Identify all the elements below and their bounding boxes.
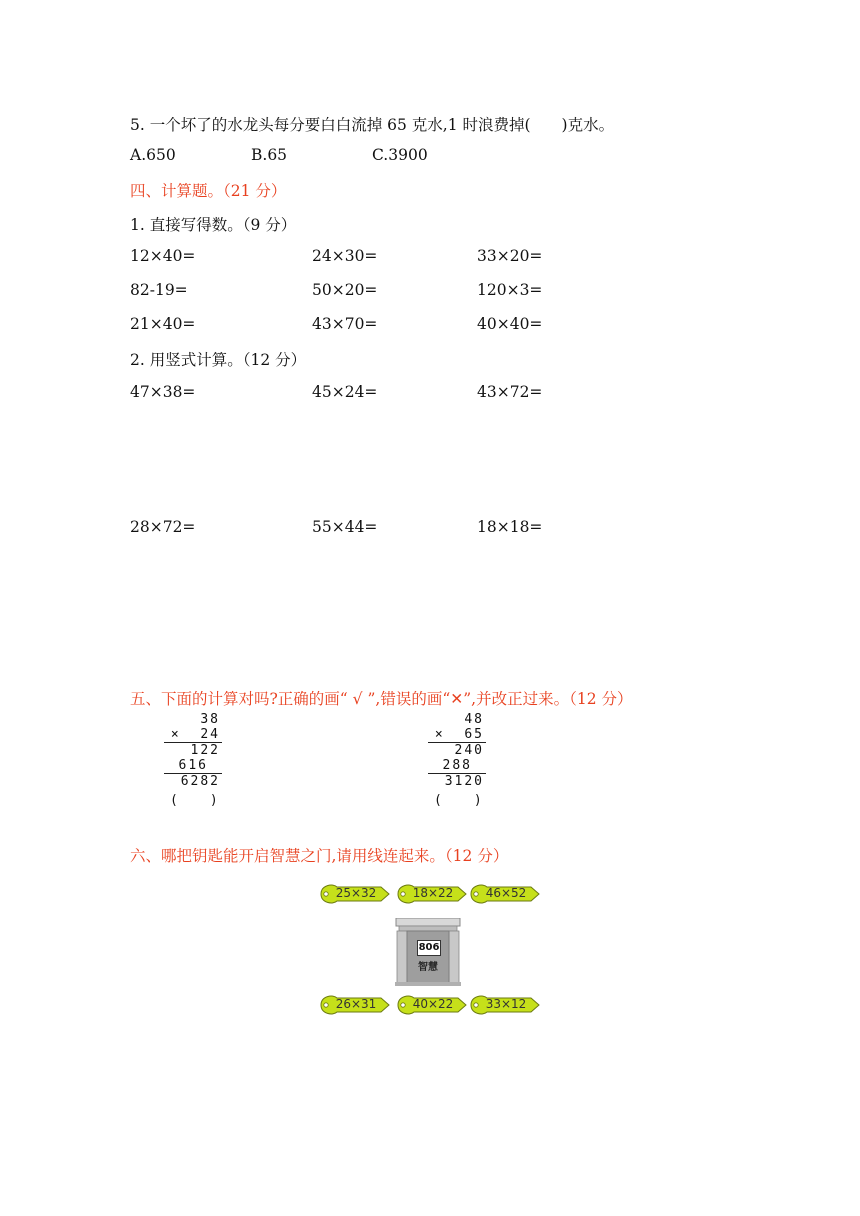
key-label: 40×22 <box>412 997 454 1011</box>
section4-part1-title: 1. 直接写得数。（9 分） <box>130 216 297 234</box>
q5-stem: 5. 一个坏了的水龙头每分要白白流掉 65 克水,1 时浪费掉( )克水。 <box>130 116 615 134</box>
vertical-calc-1 <box>160 712 224 808</box>
section6-title: 六、哪把钥匙能开启智慧之门,请用线连起来。（12 分） <box>130 847 509 865</box>
key-top-3[interactable] <box>469 881 541 907</box>
oral-calc-item: 12×40= <box>130 247 196 265</box>
calc2-answer-mark[interactable]: ( ) <box>434 793 484 808</box>
vertical-calc-item: 18×18= <box>477 518 543 536</box>
oral-calc-item: 40×40= <box>477 315 543 333</box>
calc2-result: 3120 <box>444 774 484 789</box>
calc1-partial-1: 122 <box>190 743 220 758</box>
oral-calc-item: 43×70= <box>312 315 378 333</box>
calc1-partial-2: 616 <box>178 758 208 773</box>
calc1-answer-mark[interactable]: ( ) <box>170 793 220 808</box>
calc1-result: 6282 <box>180 774 220 789</box>
vertical-calc-item: 28×72= <box>130 518 196 536</box>
q5-option-b: B.65 <box>251 146 288 164</box>
section5-title: 五、下面的计算对吗?正确的画“ √ ”,错误的画“✕”,并改正过来。（12 分） <box>130 690 633 708</box>
oral-calc-item: 120×3= <box>477 281 543 299</box>
oral-calc-item: 82-19= <box>130 281 188 299</box>
key-label: 33×12 <box>485 997 527 1011</box>
vertical-calc-2 <box>424 712 488 808</box>
calc2-multiplier: × 65 <box>434 727 484 742</box>
key-label: 25×32 <box>335 886 377 900</box>
vertical-calc-item: 47×38= <box>130 383 196 401</box>
key-label: 18×22 <box>412 886 454 900</box>
calc1-multiplier: × 24 <box>170 727 220 742</box>
section4-part2-title: 2. 用竖式计算。（12 分） <box>130 351 307 369</box>
key-bottom-2[interactable] <box>396 992 468 1018</box>
oral-calc-item: 24×30= <box>312 247 378 265</box>
calc2-multiplicand: 48 <box>464 712 484 727</box>
q5-option-c: C.3900 <box>372 146 428 164</box>
vertical-calc-item: 43×72= <box>477 383 543 401</box>
key-top-2[interactable] <box>396 881 468 907</box>
vertical-calc-item: 45×24= <box>312 383 378 401</box>
key-bottom-1[interactable] <box>319 992 391 1018</box>
calc1-multiplicand: 38 <box>200 712 220 727</box>
key-bottom-3[interactable] <box>469 992 541 1018</box>
key-label: 26×31 <box>335 997 377 1011</box>
calc2-partial-2: 288 <box>442 758 472 773</box>
q5-option-a: A.650 <box>130 146 176 164</box>
door-number: 806 <box>417 940 441 956</box>
oral-calc-item: 21×40= <box>130 315 196 333</box>
key-label: 46×52 <box>485 886 527 900</box>
door-word: 智慧 <box>418 962 438 973</box>
oral-calc-item: 50×20= <box>312 281 378 299</box>
wisdom-door <box>395 918 461 986</box>
calc2-partial-1: 240 <box>454 743 484 758</box>
key-top-1[interactable] <box>319 881 391 907</box>
oral-calc-item: 33×20= <box>477 247 543 265</box>
section4-title: 四、计算题。（21 分） <box>130 182 287 200</box>
vertical-calc-item: 55×44= <box>312 518 378 536</box>
